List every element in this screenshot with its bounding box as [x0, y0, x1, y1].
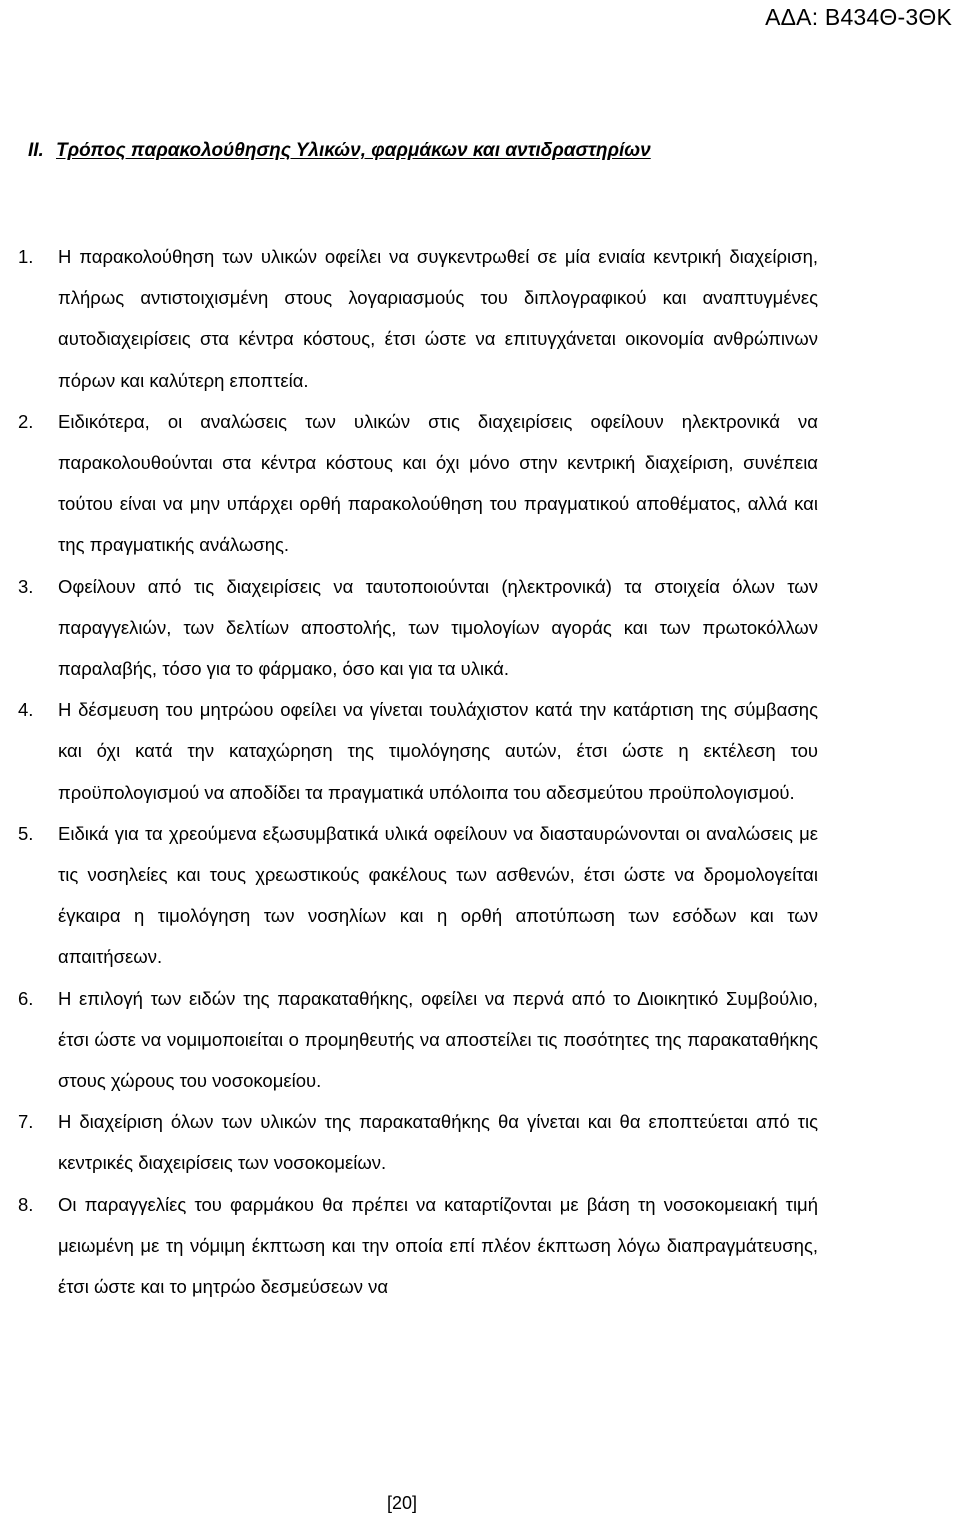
item-text: Η διαχείριση όλων των υλικών της παρακαταθήκης θα γίνεται και θα εποπτεύεται από τις κεντρικές διαχειρίσεις των νοσοκομείων.: [58, 1111, 818, 1174]
section-heading: [28, 138, 928, 164]
list-item: [18, 1184, 818, 1308]
section-roman-numeral: II.: [28, 140, 44, 161]
list-item: [18, 236, 818, 401]
list-item: [18, 978, 818, 1102]
item-text: Οφείλουν από τις διαχειρίσεις να ταυτοποιούνται (ηλεκτρονικά) τα στοιχεία όλων των παραγγελιών, των δελτίων αποστολής, των τιμολογίων αγοράς και των πρωτοκόλλων παραλαβής, τόσο για το φάρμακο, όσο και για τα υλικά.: [58, 575, 818, 680]
item-number: 3.: [18, 575, 34, 597]
item-number: 1.: [18, 246, 34, 267]
list-item: [18, 813, 818, 978]
list-item: [18, 689, 818, 813]
item-text: Ειδικότερα, οι αναλώσεις των υλικών στις διαχειρίσεις οφείλουν ηλεκτρονικά να παρακολουθούνται στα κέντρα κόστους και όχι μόνο στην κεντρική διαχείριση, συνέπεια τούτου είναι να μην υπάρχει ορθή παρακολούθηση του πραγματικού αποθέματος, αλλά και της πραγματικής ανάλωσης.: [58, 410, 818, 556]
section-title: Τρόπος παρακολούθησης Υλικών, φαρμάκων και αντιδραστηρίων: [56, 140, 651, 161]
item-text: Η παρακολούθηση των υλικών οφείλει να συγκεντρωθεί σε μία ενιαία κεντρική διαχείριση, πλήρως αντιστοιχισμένη στους λογαριασμούς του διπλογραφικού και αναπτυγμένες αυτοδιαχειρίσεις στα κέντρα κόστους, έτσι ώστε να επιτυγχάνεται οικονομία ανθρώπινων πόρων και καλύτερη εποπτεία.: [58, 246, 818, 391]
item-text: Οι παραγγελίες του φαρμάκου θα πρέπει να καταρτίζονται με βάση τη νοσοκομειακή τιμή μειωμένη με τη νόμιμη έκπτωση και την οποία επί πλέον έκπτωση λόγω διαπραγμάτευσης, έτσι ώστε και το μητρώο δεσμεύσεων να: [58, 1193, 818, 1298]
item-number: 6.: [18, 987, 34, 1009]
page-number: [20]: [386, 1493, 418, 1513]
list-item: [18, 1101, 818, 1183]
numbered-list: [18, 236, 818, 1307]
list-item: [18, 566, 818, 690]
item-text: Η επιλογή των ειδών της παρακαταθήκης, οφείλει να περνά από το Διοικητικό Συμβούλιο, έτσι ώστε να νομιμοποιείται ο προμηθευτής να αποστείλει τις ποσότητες της παρακαταθήκης στους χώρους του νοσοκομείου.: [58, 987, 818, 1092]
item-number: 7.: [18, 1111, 34, 1133]
list-item: [18, 401, 818, 566]
item-text: Η δέσμευση του μητρώου οφείλει να γίνεται τουλάχιστον κατά την κατάρτιση της σύμβασης και όχι κατά την καταχώρηση της τιμολόγησης αυτών, έτσι ώστε η εκτέλεση του προϋπολογισμού να αποδίδει τα πραγματικά υπόλοιπα του αδεσμεύτου προϋπολογισμού.: [58, 699, 818, 803]
ada-code: ΑΔΑ: Β434Θ-3ΘΚ: [765, 4, 952, 30]
item-number: 8.: [18, 1193, 34, 1215]
item-text: Ειδικά για τα χρεούμενα εξωσυμβατικά υλικά οφείλουν να διασταυρώνονται οι αναλώσεις με τις νοσηλείες και τους χρεωστικούς φακέλους των ασθενών, έτσι ώστε να δρομολογείται έγκαιρα η τιμολόγηση των νοσηλίων και η ορθή αποτύπωση των εσόδων και των απαιτήσεων.: [58, 822, 818, 968]
item-number: 4.: [18, 699, 34, 721]
item-number: 5.: [18, 822, 34, 844]
item-number: 2.: [18, 410, 34, 432]
